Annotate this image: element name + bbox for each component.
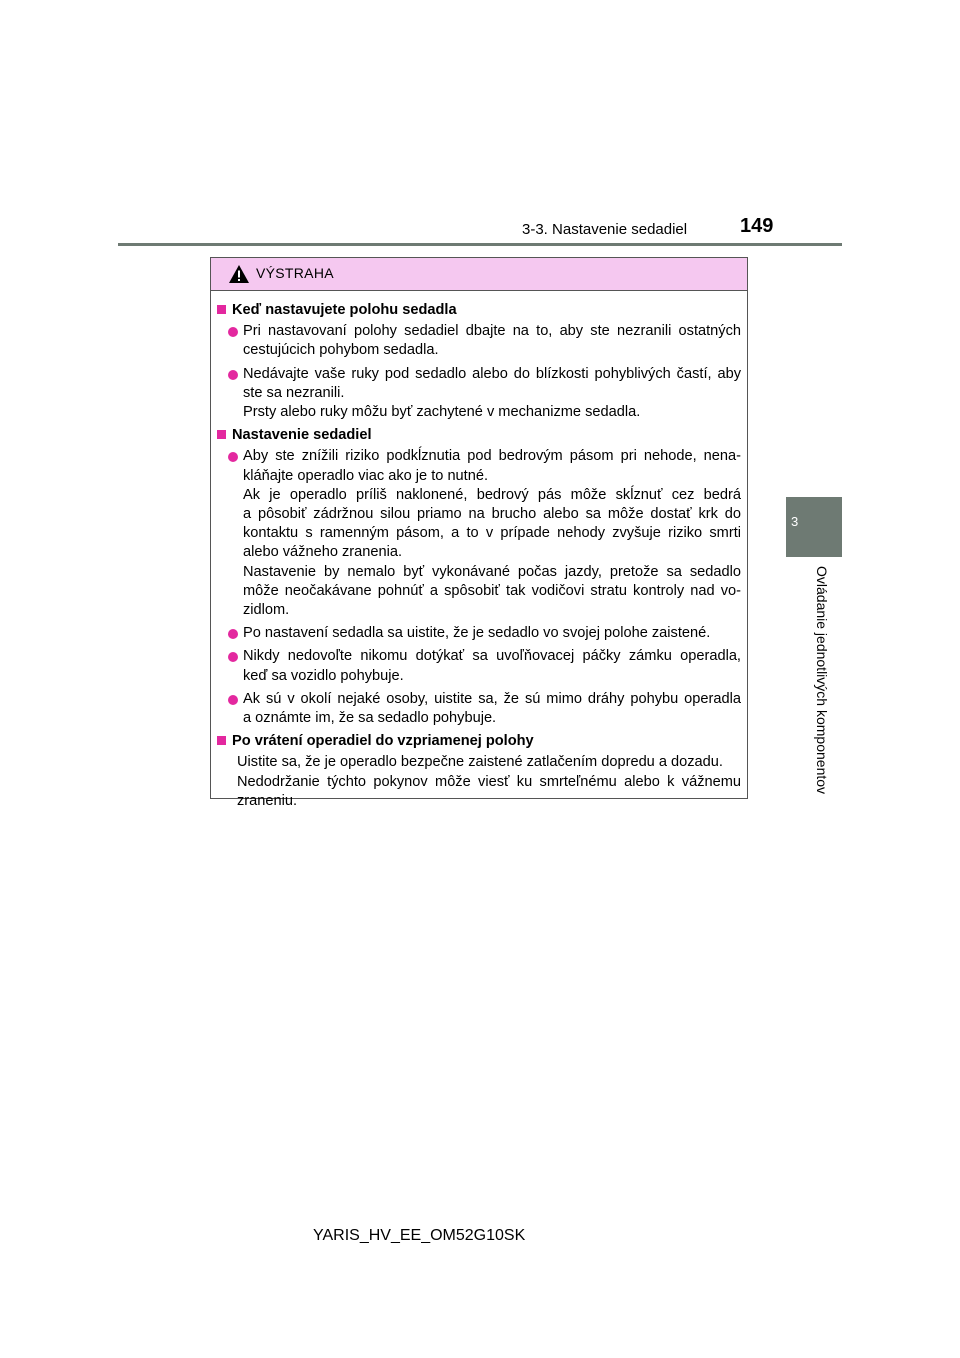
warning-header [211,258,747,291]
text-line: ste sa nezranili. [243,384,345,401]
text-line: Nedávajte vaše ruky pod sedadlo alebo do blízkosti pohyblivých častí, aby [243,365,741,382]
chapter-tab [786,497,842,557]
square-bullet-icon [217,430,226,439]
text-line: alebo vážneho zranenia. [243,544,403,561]
chapter-number: 3 [791,514,799,529]
section-heading-text: Po vrátení operadiel do vzpriamenej polohy [232,733,534,750]
circle-bullet-icon [228,629,238,639]
text-line: keď sa vozidlo pohybuje. [243,667,404,684]
warning-section [217,426,741,728]
warning-title: VÝSTRAHA [256,265,334,281]
section-heading [217,301,741,320]
header-divider [118,243,842,246]
section-paragraph [217,753,741,811]
page-number: 149 [740,215,774,237]
square-bullet-icon [217,736,226,745]
text-line: cestujúcich pohybom sedadla. [243,342,439,359]
warning-section [217,732,741,811]
circle-bullet-icon [228,652,238,662]
text-line: Ak sú v okolí nejaké osoby, uistite sa, že sú mimo dráhy pohybu operadla [243,690,741,707]
section-heading-text: Keď nastavujete polohu sedadla [232,302,457,318]
text-line: Po nastavení sedadla sa uistite, že je sedadlo vo svojej polohe zaistené. [243,625,711,642]
text-line: Nedodržanie týchto pokynov môže viesť ku smrteľnému alebo k vážnemu [237,773,741,790]
warning-body [211,291,747,811]
warning-section [217,301,741,422]
section-heading [217,426,741,445]
text-line: môže neočakávane pohnúť a spôsobiť tak vodičovi stratu kontroly nad vo- [243,582,741,599]
text-line: Pri nastavovaní polohy sedadiel dbajte na to, aby ste nezranili ostatných [243,323,741,340]
list-item [217,690,741,728]
warning-box [210,257,748,809]
circle-bullet-icon [228,695,238,705]
text-line: kláňajte operadlo viac ako je to nutné. [243,467,489,484]
list-item [217,447,741,620]
circle-bullet-icon [228,452,238,462]
list-item [217,647,741,685]
text-line: Prsty alebo ruky môžu byť zachytené v mechanizme sedadla. [243,404,641,421]
text-line: Uistite sa, že je operadlo bezpečne zaistené zatlačením dopredu a dozadu. [237,754,723,771]
circle-bullet-icon [228,370,238,380]
text-line: Aby ste znížili riziko podkĺznutia pod bedrovým pásom pri nehode, nena- [243,448,741,465]
square-bullet-icon [217,305,226,314]
text-line: Nikdy nedovoľte nikomu dotýkať sa uvoľňovacej páčky zámku operadla, [243,648,741,665]
text-line: kontaktu s ramenným pásom, a to v prípade nehody zvyšuje riziko smrti [243,525,741,542]
document-code: YARIS_HV_EE_OM52G10SK [313,1227,526,1244]
text-line: a pôsobiť zádržnou silou priamo na brucho alebo sa môže dostať krk do [243,506,741,523]
section-title: 3-3. Nastavenie sedadiel [522,221,688,238]
list-item [217,624,741,643]
section-heading [217,732,741,751]
list-item [217,365,741,423]
warning-triangle-icon [228,264,250,284]
chapter-label: Ovládanie jednotlivých komponentov [814,566,830,795]
text-line: Ak je operadlo príliš naklonené, bedrový pás môže skĺznuť cez bedrá [243,486,741,503]
text-line: zidlom. [243,602,290,619]
circle-bullet-icon [228,327,238,337]
text-line: Nastavenie by nemalo byť vykonávané počas jazdy, pretože sa sedadlo [243,563,741,580]
list-item [217,322,741,360]
text-line: a oznámte im, že sa sedadlo pohybuje. [243,710,497,727]
section-heading-text: Nastavenie sedadiel [232,427,372,444]
text-line: zraneniu. [237,792,298,809]
